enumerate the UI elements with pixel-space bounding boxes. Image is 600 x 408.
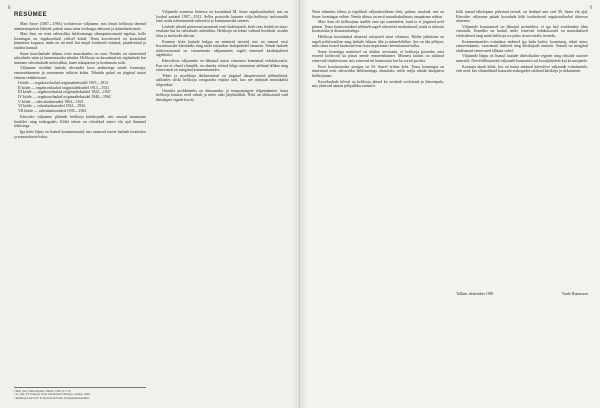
paragraph: Väljaanne sisaldab laulude ülevaadet koos andmetega nende loomisaja, esmaettekannete ja varasemate trükiste kohta. Tekstide puhul on järgitud autori viimast redaktsiooni. bbox=[14, 66, 146, 80]
footnotes bbox=[14, 387, 146, 400]
author-name: Vardo Rumessen bbox=[561, 292, 588, 296]
page-number-right: 9 bbox=[589, 6, 592, 11]
paragraph: Saare loomingu uurimisel on oluline arvestada, et helilooja parandas oma teoseid korduvalt ka pärast nende esmaettekannet. Mitmest laulust on säilinud erinevaid redaktsioone, mis erinevad nii harmoonia kui ka vormi poolest. bbox=[312, 49, 444, 64]
paragraph: Mart Saare (1887—1963) vooluteoste väljaanne, mis ilmub helilooja täienud sünniaastapäeva lähistel, pakub aimu tema toodangu ulatusest ja mitmekesisusest. bbox=[14, 22, 146, 31]
paragraph: Teksti ja noodikirja ühtlustamisel on järgitud tänapäevaseid põhimõtteid, säilitades siiski helilooja ortograafia eripära seal, kus see mõjutab muusikalist tõlgendust. bbox=[156, 73, 288, 87]
paragraph: Väljaande lõppu on lisatud laulude tähestikuline register ning tekstide autorite nimestik. Need hõlbustavad väljaande kasutamist nii koorijuhtidele kui ka uurijatele. bbox=[456, 54, 588, 64]
footnote: ¹ Mart Saar. Valik kirjutisi. Tallinn, 1965, lk. 176. bbox=[14, 389, 72, 393]
paragraph: kõik tuntud tähelepanu pälvinud teosed, on leidnud aset veel M. Saare elu ajal. Käesolev väljaanne püüab koondada kõik teadaolevad segakoorilaulud ühtsesse süsteemi. bbox=[456, 10, 588, 24]
paragraph: Laulude tekstid pärinevad peamiselt eesti luuletajatelt, kelle seas leidub nii noor-eestlaste kui ka rahvaluule ainestikku. Helilooja on tekste valinud hoolikalt, otsides sõna ja meloodia ühtsust. bbox=[156, 24, 288, 38]
paragraph: Esimese köite laulude hulgas on mitmeid teoseid, mis on saanud eesti koorimuusika klassikaks ning mida esitatakse laulupidudel tänaseni. Nende laulude trükiversioonid on varasemates väljaannetes sageli erinenud käsikirjalisest algtekstist. bbox=[156, 39, 288, 58]
paragraph: Väljaande esimesse köitesse on koondatud M. Saare segakoorilaulud, mis on loodud aastatel 1907—1912. Selles perioodis kujunes välja helilooja iseloomulik laad, mida iseloomustab rahvaviisi ja kunstmuusika süntees. bbox=[156, 10, 288, 24]
paragraph: Helilooja koorilaulud nõuavad esitajatelt suurt vilumust. Häälte juhtimine on sageli polüfooniline ning laulude faktuur tihe ja mitmekihiline. See on üks põhjusi, miks tema teosed kuuluvad eesti koorirepertuaari keerukamate hulka. bbox=[312, 35, 444, 49]
volume-item: IV köide — segakoorilaulud originaaltekstidel 1948—1962 bbox=[18, 94, 111, 99]
volume-item: V köide — rahvalauluseaded 1904—1921 bbox=[18, 99, 84, 104]
right-page bbox=[300, 0, 600, 408]
paragraph: Väljaande koostamisel on lähtutud printsiibist, et iga laul avaldatakse ühes variandis. Erandiks on laulud, mille erinevad redaktsioonid on muusikaliselt võrdväärsed ning mida helilooja ise pidas iseseisvateks teosteks. bbox=[456, 24, 588, 38]
paragraph: Saare koorilaulude tähtsus eesti muusikaelus on suur. Nendes on sünteesitud rahvalaulu vaim ja kunstmuusika tehnika. Helilooja on kasutanud nii regilaulude kui uuemate rahvalaulude meloodikat, luues isikupärase ja kordumatu stiili. bbox=[14, 51, 146, 65]
paragraph: Koostaja tänab kõiki, kes on kaasa aidanud käesoleva väljaande valmimisele, eriti neid, kes võimaldasid kasutada erakogudes säilinud käsikirju ja dokumente. bbox=[456, 64, 588, 74]
footnote: ² Vt. näit.: H. Tampere. Eesti rahvalaulud viisidega. Tallinn, 1960. bbox=[14, 393, 91, 396]
paragraph: Mart Saar on eesti rahvusliku heliloomingu silmapaistvamaid tegelasi, kelle loomingus on segakoorilaul erilisel kohal. Tema kooriteosed on koondatud kümnesse kogusse, mida on nii meil kui mujal korduvalt esitatud, plaadistatud ja raadios kantud. bbox=[14, 32, 146, 50]
right-column-1 bbox=[312, 10, 444, 90]
signature-line bbox=[456, 292, 588, 296]
footnote: ³ Käsikirjad asuvad F. R. Kreutzwaldi nim. Kirjandusmuuseumis. bbox=[14, 396, 90, 400]
volume-item: I köide — segakoorilaulud originaaltekstidel 1907—1912 bbox=[18, 81, 109, 86]
right-column-2 bbox=[456, 10, 588, 75]
paragraph: Mart Saar oli heliloojana teadlik oma aja suundadest, kuid ta ei järginud neid pimesi. Tema harmooniakeel põhineb sageli rahvaviisi modaalsusel, mida ta rikastas kromaatika ja dissonantsidega. bbox=[312, 20, 444, 34]
paragraph: Iga köite lõpus on lisatud kommentaarid, mis annavad teavet laulude loomisloo ja esmaesituste kohta. bbox=[14, 129, 146, 139]
left-column-2 bbox=[156, 10, 288, 104]
paragraph: Koorilaulude kõrval on helilooja jätnud ka arvukalt soololaule ja klaveripalu, mis väärivad samuti põhjalikku uurimist. bbox=[312, 79, 444, 89]
place-date: Tallinn, detsember 1981 bbox=[456, 292, 494, 296]
volume-item: II köide — segakoorilaulud originaaltekstidel 1913—1921 bbox=[18, 85, 110, 90]
paragraph: Neist tähendus lähtus ja tegelikult väljendusliikuse õieti, puhtus, tasakaal, mis on Saare loomingus eriline. Nende ühtsus on eesti muusikakultuuris omapärane nähtus. bbox=[312, 10, 444, 19]
volume-item: VI köide — rahvalauluseaded 1922—1934 bbox=[18, 104, 85, 109]
volume-item: III köide — segakoorilaulud originaaltekstidel 1922—1947 bbox=[18, 90, 111, 95]
paragraph: Käesolevas väljaandes on lähtutud autori viimasest kinnitatud redaktsioonist. Kus see ei olnud võimalik, on aluseks võetud kõige autentsem säilinud allikas ning erinevused on märgitud kommentaarides. bbox=[156, 59, 288, 73]
paragraph: Omaette probleemiks on dünaamika- ja tempomärgete tõlgendamine, kuna helilooja kasutas neid vabalt ja mitte alati järjekindlalt. Neid on ühtlustatud vaid ilmselgete vigade korral. bbox=[156, 88, 288, 102]
paragraph: Eesti koorimuusika arengus on M. Saarel eriline koht. Tema loomingut on nimetatud eesti rahvusliku heliloomingu alustalaks, mille mõju ulatub tänapäeva heliloojateni. bbox=[312, 64, 444, 78]
page-number-left: 8 bbox=[8, 6, 11, 11]
volume-list bbox=[18, 81, 146, 113]
volume-item: VII köide — rahvalauluseaded 1935—1962 bbox=[18, 108, 87, 113]
paragraph: Käesolev väljaanne põhineb helilooja käsikirjadel, mis asuvad muuseumi fondides ning erakogudes. Kõiki tekste on võrreldud autori elu ajal ilmunud trükistega. bbox=[14, 115, 146, 129]
left-column-1 bbox=[14, 22, 146, 140]
section-heading: RESÜMEE bbox=[14, 12, 48, 18]
paragraph: Kommentaarides esitatakse andmed iga laulu kohta: loomisaeg, teksti autor, esmaettekanne, varasemad trükised ning käsikirjade asukoht. Samuti on märgitud olulisemad erinevused allikate vahel. bbox=[456, 39, 588, 53]
